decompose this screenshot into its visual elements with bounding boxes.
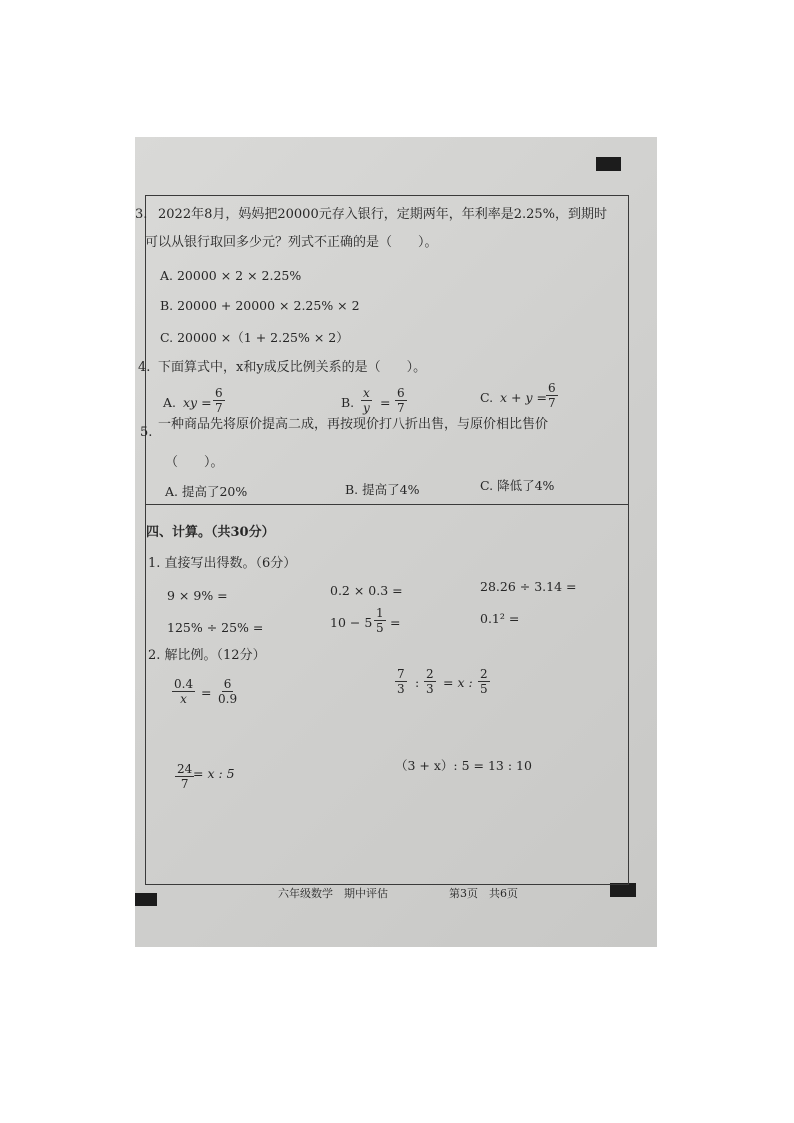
fraction-numerator: 6 (223, 677, 232, 691)
fraction-numerator: x (363, 386, 370, 400)
q4-option-b-label: B. (341, 395, 355, 410)
part1-expr-5-equals: = (390, 615, 401, 630)
part2-p2-fraction-1 (395, 667, 407, 696)
fraction-numerator: 6 (215, 386, 223, 400)
q4-option-a-expr: xy = (183, 395, 212, 410)
exam-paper (135, 137, 657, 947)
fraction-numerator: 2 (480, 667, 488, 681)
part2-p2-fraction-3 (478, 667, 490, 696)
part2-p4: （3 + x）: 5 = 13 : 10 (395, 758, 532, 773)
q4-option-a-fraction (213, 386, 225, 415)
fraction-denominator: x (180, 692, 187, 706)
registration-mark-top-right (596, 157, 621, 171)
fraction-denominator: 5 (480, 682, 488, 696)
part2-p1-equals: = (201, 685, 212, 700)
q5-number: 5. (140, 425, 153, 440)
fraction-numerator: 24 (177, 762, 193, 776)
part2-p2-fraction-2 (424, 667, 436, 696)
fraction-numerator: 0.4 (174, 677, 194, 691)
section4-title: 四、计算。（共30分） (146, 525, 275, 540)
part2-p2-middle: = x : (443, 675, 473, 690)
footer-subject: 六年级数学 期中评估 (278, 887, 388, 900)
q5-option-c: C. 降低了4% (480, 478, 555, 493)
footer-page-number: 第3页 共6页 (449, 887, 518, 900)
q3-stem-line1: 2022年8月，妈妈把20000元存入银行，定期两年，年利率是2.25%，到期时 (158, 207, 608, 222)
fraction-denominator: 3 (426, 682, 434, 696)
q4-option-c-label: C. (480, 390, 494, 405)
fraction-denominator: y (363, 401, 370, 415)
part2-p1-left-fraction (172, 677, 195, 706)
registration-mark-bottom-right (610, 883, 636, 897)
fraction-denominator: 3 (397, 682, 405, 696)
fraction-numerator: 7 (397, 667, 405, 681)
q5-option-b: B. 提高了4% (345, 482, 420, 497)
q4-number: 4. (138, 360, 151, 375)
fraction-denominator: 0.9 (218, 692, 238, 706)
part1-expr-2: 0.2 × 0.3 = (330, 583, 403, 598)
q4-option-a-label: A. (163, 395, 177, 410)
part1-expr-4: 125% ÷ 25% = (167, 620, 264, 635)
q4-option-b-left-fraction (361, 386, 372, 415)
fraction-denominator: 7 (397, 401, 405, 415)
fraction-denominator: 5 (376, 621, 384, 635)
fraction-numerator: 1 (376, 606, 384, 620)
q5-stem-line2: （ ）。 (165, 455, 224, 470)
q4-option-c-expr: x + y = (500, 390, 547, 405)
q3-option-a: A. 20000 × 2 × 2.25% (160, 268, 302, 283)
q5-stem-line1: 一种商品先将原价提高二成，再按现价打八折出售，与原价相比售价 (158, 417, 549, 432)
q3-number: 3. (135, 207, 148, 222)
part1-expr-6: 0.1² = (480, 611, 520, 626)
part2-p3-rest: = x : 5 (193, 766, 235, 781)
part2-p3-fraction (175, 762, 194, 791)
fraction-numerator: 2 (426, 667, 434, 681)
q3-option-b: B. 20000 + 20000 × 2.25% × 2 (160, 298, 360, 313)
part1-expr-5: 10 − 5 (330, 615, 373, 630)
part1-title: 1. 直接写出得数。（6分） (148, 556, 297, 571)
q4-option-c-fraction (546, 381, 558, 410)
q4-option-b-fraction (395, 386, 407, 415)
q4-stem: 下面算式中，x和y成反比例关系的是（ ）。 (158, 360, 427, 375)
fraction-denominator: 7 (180, 777, 189, 791)
q5-option-a: A. 提高了20% (165, 484, 248, 499)
fraction-numerator: 6 (397, 386, 405, 400)
part2-p2-colon: : (415, 675, 420, 690)
q4-option-b-equals: = (380, 395, 391, 410)
part2-p1-right-fraction (216, 677, 239, 706)
fraction-denominator: 7 (215, 401, 223, 415)
fraction-numerator: 6 (548, 381, 556, 395)
fraction-denominator: 7 (548, 396, 556, 410)
q3-option-c: C. 20000 ×（1 + 2.25% × 2） (160, 330, 349, 345)
part2-title: 2. 解比例。（12分） (148, 648, 266, 663)
registration-mark-bottom-left (135, 893, 157, 906)
part1-expr-5-fraction (374, 606, 386, 635)
section-divider (145, 504, 629, 505)
part1-expr-1: 9 × 9% = (167, 588, 228, 603)
q3-stem-line2: 可以从银行取回多少元？列式不正确的是（ ）。 (145, 235, 438, 250)
part1-expr-3: 28.26 ÷ 3.14 = (480, 579, 577, 594)
